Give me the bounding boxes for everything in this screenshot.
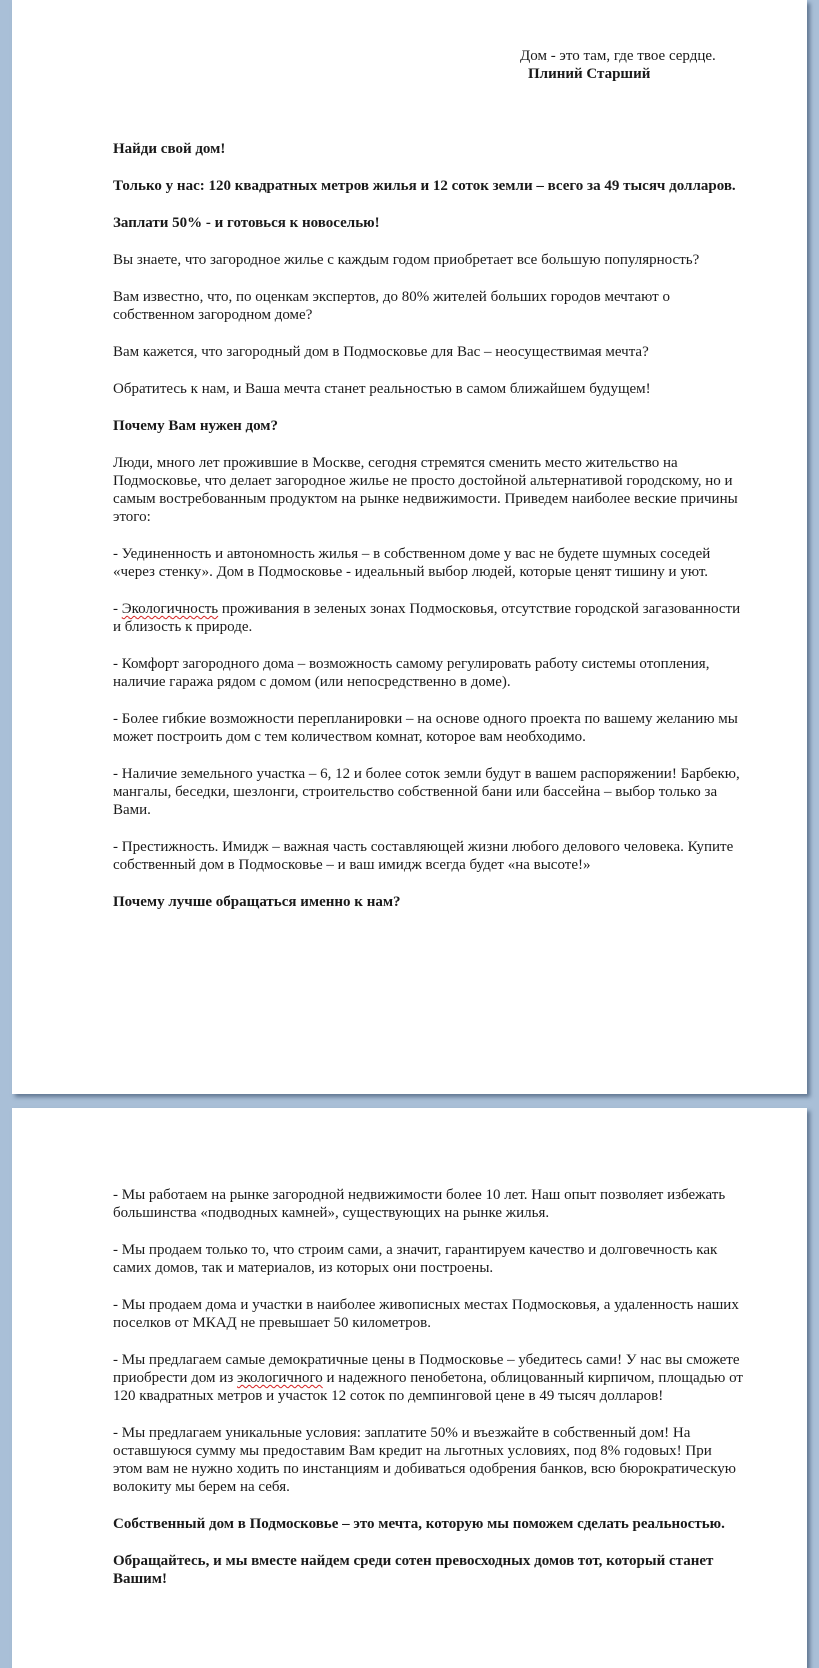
payment-paragraph: Заплати 50% - и готовься к новоселью! — [113, 215, 380, 231]
epigraph-author: Плиний Старший — [528, 66, 651, 82]
list-item: - Комфорт загородного дома – возможность самому регулировать работу системы отопления, наличие гаража рядом с домом (или непосредственно в доме). — [113, 656, 710, 690]
list-item-text: - Мы предлагаем самые демократичные цены в Подмосковье – убедитесь сами! У нас вы сможете приобрести дом из — [113, 1352, 740, 1386]
section-heading: Почему лучше обращаться именно к нам? — [113, 894, 401, 910]
list-item: - Мы продаем дома и участки в наиболее живописных местах Подмосковья, а удаленность наших поселков от МКАД не превышает 50 километров. — [113, 1297, 739, 1331]
paragraph: Вам кажется, что загородный дом в Подмосковье для Вас – неосуществимая мечта? — [113, 344, 649, 360]
document-body-1 — [113, 140, 745, 930]
list-item: - Мы работаем на рынке загородной недвижимости более 10 лет. Наш опыт позволяет избежать большинства «подводных камней», существующих на рынке жилья. — [113, 1187, 726, 1221]
section-heading: Почему Вам нужен дом? — [113, 418, 279, 434]
list-item: - Престижность. Имидж – важная часть составляющей жизни любого делового человека. Купите собственный дом в Подмосковье – и ваш имидж всегда будет «на высоте!» — [113, 839, 734, 873]
closing-paragraph: Собственный дом в Подмосковье – это мечта, которую мы поможем сделать реальностью. — [113, 1516, 725, 1532]
paragraph: Обратитесь к нам, и Ваша мечта станет реальностью в самом ближайшем будущем! — [113, 381, 651, 397]
epigraph — [520, 47, 716, 83]
offer-paragraph: Только у нас: 120 квадратных метров жилья и 12 соток земли – всего за 49 тысяч долларов. — [113, 178, 736, 194]
spelling-flagged-word[interactable]: Экологичность — [121, 601, 219, 617]
list-item — [113, 600, 745, 636]
epigraph-quote: Дом - это там, где твое сердце. — [520, 48, 716, 64]
list-item — [113, 1351, 745, 1405]
list-item-text: проживания в зеленых зонах Подмосковья, отсутствие городской загазованности и близость к природе. — [113, 601, 741, 635]
spelling-flagged-word[interactable]: экологичного — [237, 1370, 323, 1386]
list-item-text: и надежного пенобетона, облицованный кирпичом, площадью от 120 квадратных метров и участок 12 соток по демпинговой цене в 49 тысяч долларов! — [113, 1370, 743, 1404]
list-item: - Мы предлагаем уникальные условия: заплатите 50% и въезжайте в собственный дом! На оставшуюся сумму мы предоставим Вам кредит на льготных условиях, под 8% годовых! При этом вам не нужно ходить по инстанциям и добиваться одобрения банков, всю бюрократическую волокиту мы берем на себя. — [113, 1425, 736, 1495]
paragraph: Вам известно, что, по оценкам экспертов, до 80% жителей больших городов мечтают о собственном загородном доме? — [113, 289, 670, 323]
list-item: - Уединенность и автономность жилья – в собственном доме у вас не будете шумных соседей «через стенку». Дом в Подмосковье - идеальный выбор людей, которые ценят тишину и уют. — [113, 546, 711, 580]
list-item: - Наличие земельного участка – 6, 12 и более соток земли будут в вашем распоряжении! Барбекю, мангалы, беседки, шезлонги, строительство собственной бани или бассейна – выбор только за Вами. — [113, 766, 740, 818]
list-item: - Более гибкие возможности перепланировки – на основе одного проекта по вашему желанию мы может построить дом с тем количеством комнат, которое вам необходимо. — [113, 711, 738, 745]
headline: Найди свой дом! — [113, 141, 226, 157]
list-dash: - — [113, 601, 122, 617]
closing-paragraph: Обращайтесь, и мы вместе найдем среди сотен превосходных домов тот, который станет Вашим! — [113, 1553, 714, 1587]
paragraph: Вы знаете, что загородное жилье с каждым годом приобретает все большую популярность? — [113, 252, 700, 268]
list-item: - Мы продаем только то, что строим сами, а значит, гарантируем качество и долговечность как самих домов, так и материалов, из которых они построены. — [113, 1242, 718, 1276]
document-body-2 — [113, 1186, 745, 1607]
paragraph: Люди, много лет прожившие в Москве, сегодня стремятся сменить место жительство на Подмосковье, что делает загородное жилье не просто достойной альтернативой городскому, но и самым востребованным продуктом на рынке недвижимости. Приведем наиболее веские причины этого: — [113, 455, 738, 525]
